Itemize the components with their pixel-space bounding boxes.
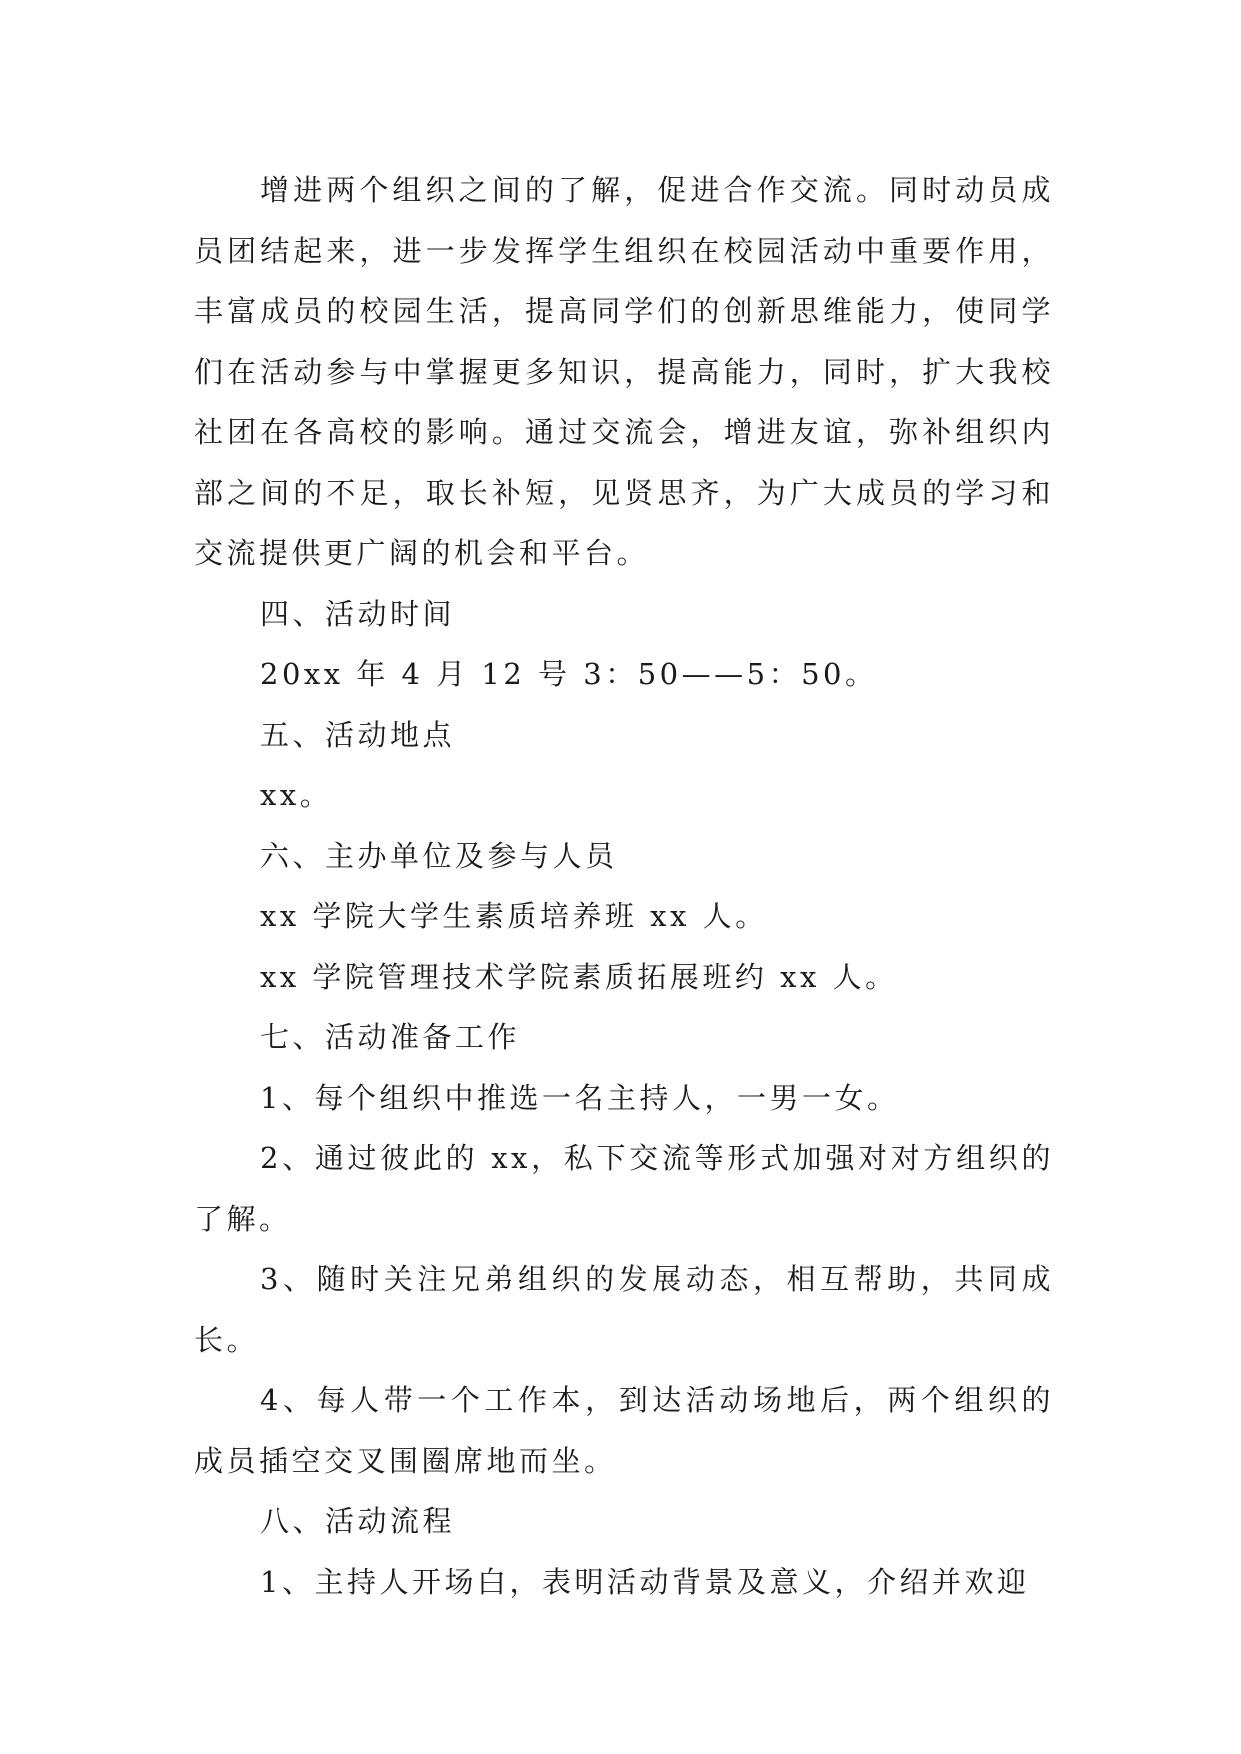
heading-preparation: 七、活动准备工作	[260, 1020, 521, 1054]
heading-activity-location: 五、活动地点	[260, 717, 456, 752]
participants-line-2: xx 学院管理技术学院素质拓展班约 xx 人。	[260, 959, 898, 994]
activity-time-value: 20xx 年 4 月 12 号 3：50——5：50。	[260, 657, 878, 691]
document-body	[194, 160, 1054, 1612]
participants-line-1: xx 学院大学生素质培养班 xx 人。	[260, 899, 768, 933]
heading-organizers-participants: 六、主办单位及参与人员	[260, 838, 618, 873]
paragraph-purpose: 增进两个组织之间的了解，促进合作交流。同时动员成员团结起来，进一步发挥学生组织在校园活动中重要作用，丰富成员的校园生活，提高同学们的创新思维能力，使同学们在活动参与中掌握更多知识，提高能力，同时，扩大我校社团在各高校的影响。通过交流会，增进友谊，弥补组织内部之间的不足，取长补短，见贤思齐，为广大成员的学习和交流提供更广阔的机会和平台。	[194, 173, 1054, 570]
heading-activity-flow: 八、活动流程	[260, 1504, 456, 1538]
heading-activity-time: 四、活动时间	[260, 596, 456, 631]
preparation-item-2: 2、通过彼此的 xx，私下交流等形式加强对对方组织的了解。	[194, 1141, 1054, 1236]
preparation-item-3: 3、随时关注兄弟组织的发展动态，相互帮助，共同成长。	[194, 1262, 1054, 1357]
activity-location-value: xx。	[260, 778, 333, 812]
flow-item-1: 1、主持人开场白，表明活动背景及意义，介绍并欢迎	[260, 1564, 1030, 1599]
preparation-item-1: 1、每个组织中推选一名主持人，一男一女。	[260, 1080, 900, 1115]
preparation-item-4: 4、每人带一个工作本，到达活动场地后，两个组织的成员插空交叉围圈席地而坐。	[194, 1383, 1054, 1478]
